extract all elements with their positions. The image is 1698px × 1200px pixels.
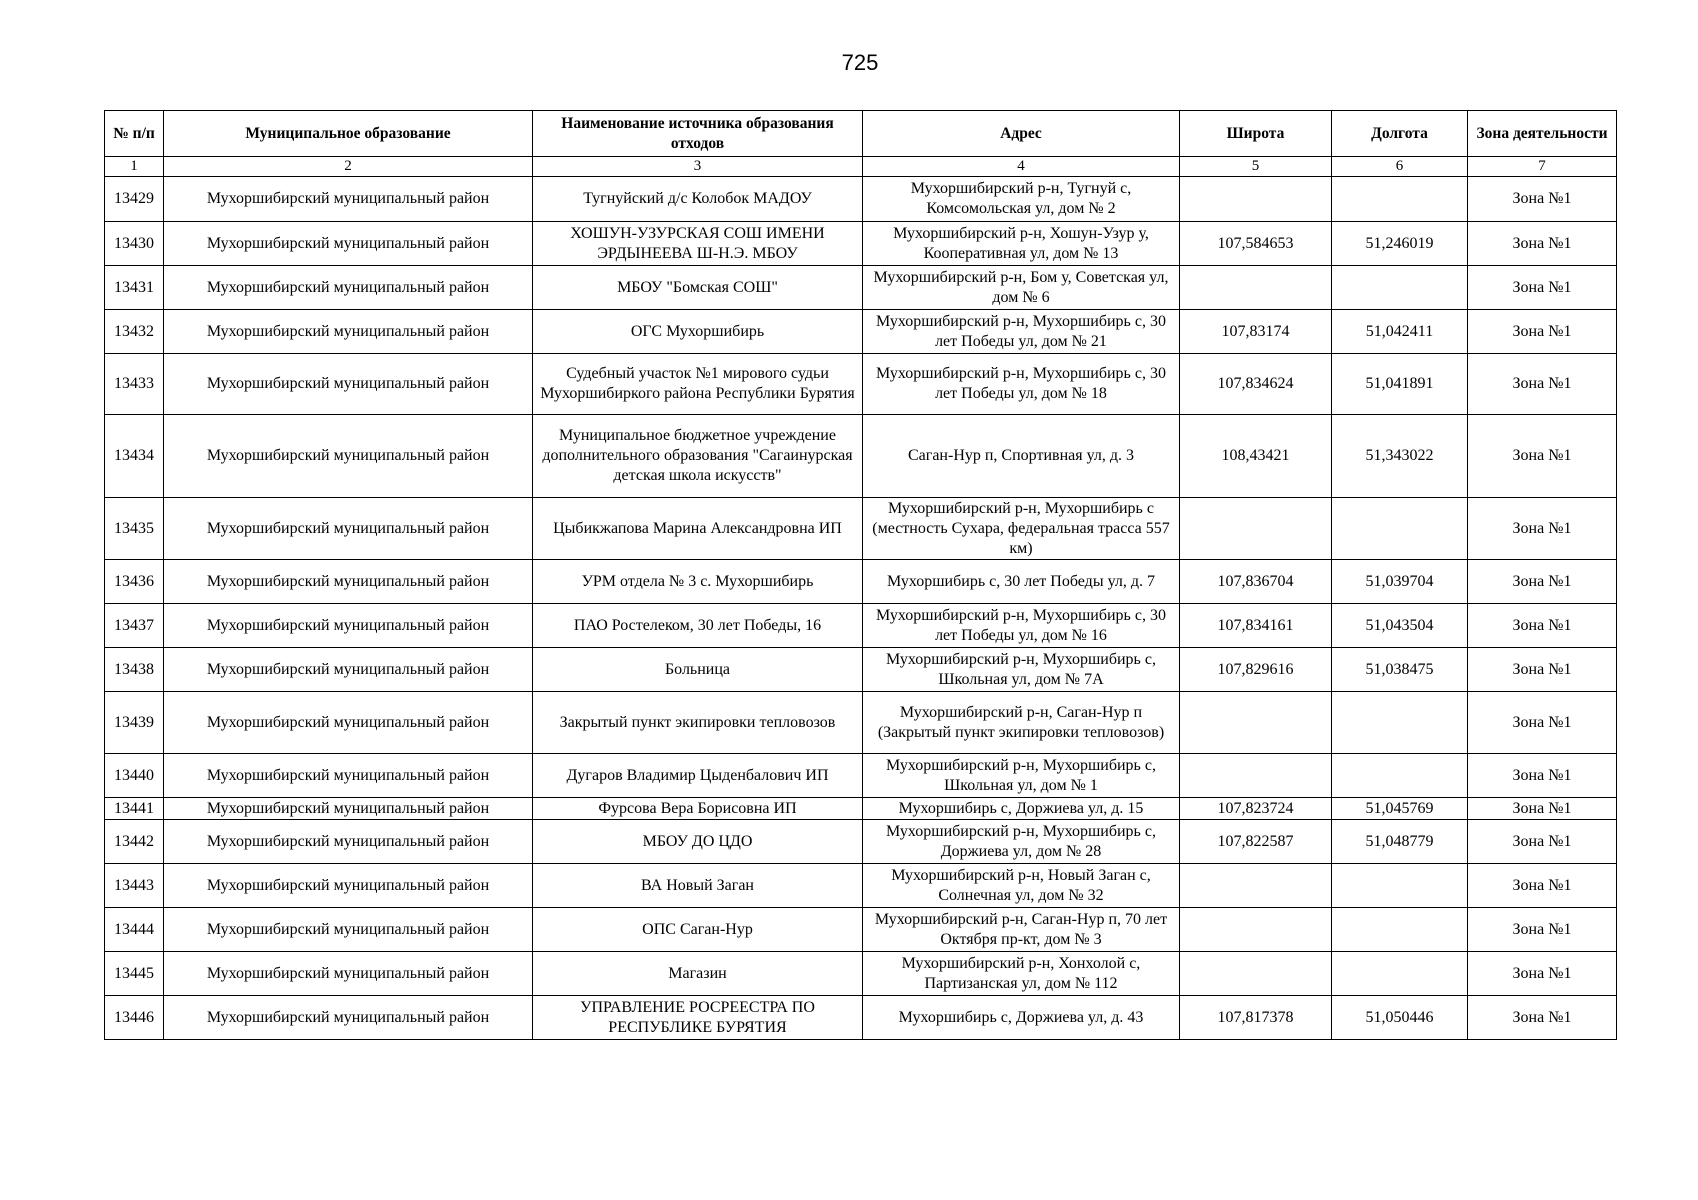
municipality-cell: Мухоршибирский муниципальный район xyxy=(164,908,533,952)
zone-cell: Зона №1 xyxy=(1468,222,1617,266)
municipality-cell: Мухоршибирский муниципальный район xyxy=(164,648,533,692)
latitude-cell: 107,823724 xyxy=(1180,798,1332,820)
latitude-cell xyxy=(1180,498,1332,560)
row-number-cell: 13434 xyxy=(105,415,164,498)
latitude-cell: 107,829616 xyxy=(1180,648,1332,692)
latitude-cell: 107,584653 xyxy=(1180,222,1332,266)
municipality-cell: Мухоршибирский муниципальный район xyxy=(164,996,533,1040)
row-number-cell: 13438 xyxy=(105,648,164,692)
municipality-cell: Мухоршибирский муниципальный район xyxy=(164,604,533,648)
zone-cell: Зона №1 xyxy=(1468,604,1617,648)
zone-cell: Зона №1 xyxy=(1468,754,1617,798)
source-name-cell: ПАО Ростелеком, 30 лет Победы, 16 xyxy=(533,604,863,648)
address-cell: Мухоршибирский р-н, Мухоршибирь с, Школьная ул, дом № 1 xyxy=(863,754,1180,798)
source-name-cell: УРМ отдела № 3 с. Мухоршибирь xyxy=(533,560,863,604)
address-cell: Мухоршибирский р-н, Мухоршибирь с, 30 лет Победы ул, дом № 16 xyxy=(863,604,1180,648)
address-cell: Мухоршибирский р-н, Мухоршибирь с, 30 лет Победы ул, дом № 21 xyxy=(863,310,1180,354)
latitude-cell: 107,83174 xyxy=(1180,310,1332,354)
table-row xyxy=(105,222,1617,266)
municipality-cell: Мухоршибирский муниципальный район xyxy=(164,754,533,798)
latitude-cell xyxy=(1180,754,1332,798)
address-cell: Мухоршибирский р-н, Бом у, Советская ул, дом № 6 xyxy=(863,266,1180,310)
address-cell: Мухоршибирский р-н, Новый Заган с, Солнечная ул, дом № 32 xyxy=(863,864,1180,908)
header-zone: Зона деятельности xyxy=(1468,111,1617,157)
latitude-cell xyxy=(1180,864,1332,908)
column-index: 4 xyxy=(863,157,1180,177)
source-name-cell: Судебный участок №1 мирового судьи Мухоршибиркого района Республики Бурятия xyxy=(533,354,863,415)
zone-cell: Зона №1 xyxy=(1468,996,1617,1040)
address-cell: Мухоршибирский р-н, Мухоршибирь с, 30 лет Победы ул, дом № 18 xyxy=(863,354,1180,415)
row-number-cell: 13432 xyxy=(105,310,164,354)
address-cell: Мухоршибирь с, Доржиева ул, д. 43 xyxy=(863,996,1180,1040)
row-number-cell: 13431 xyxy=(105,266,164,310)
address-cell: Мухоршибирский р-н, Мухоршибирь с (местность Сухара, федеральная трасса 557 км) xyxy=(863,498,1180,560)
latitude-cell xyxy=(1180,692,1332,754)
source-name-cell: МБОУ ДО ЦДО xyxy=(533,820,863,864)
table-row xyxy=(105,820,1617,864)
longitude-cell: 51,048779 xyxy=(1332,820,1468,864)
address-cell: Мухоршибирский р-н, Саган-Нур п (Закрытый пункт экипировки тепловозов) xyxy=(863,692,1180,754)
header-latitude: Широта xyxy=(1180,111,1332,157)
table-row xyxy=(105,310,1617,354)
row-number-cell: 13445 xyxy=(105,952,164,996)
municipality-cell: Мухоршибирский муниципальный район xyxy=(164,354,533,415)
row-number-cell: 13430 xyxy=(105,222,164,266)
municipality-cell: Мухоршибирский муниципальный район xyxy=(164,798,533,820)
header-longitude: Долгота xyxy=(1332,111,1468,157)
table-row xyxy=(105,754,1617,798)
address-cell: Мухоршибирь с, 30 лет Победы ул, д. 7 xyxy=(863,560,1180,604)
longitude-cell: 51,045769 xyxy=(1332,798,1468,820)
source-name-cell: ОГС Мухоршибирь xyxy=(533,310,863,354)
source-name-cell: Больница xyxy=(533,648,863,692)
address-cell: Мухоршибирский р-н, Мухоршибирь с, Доржиева ул, дом № 28 xyxy=(863,820,1180,864)
longitude-cell xyxy=(1332,498,1468,560)
table-row xyxy=(105,560,1617,604)
source-name-cell: Фурсова Вера Борисовна ИП xyxy=(533,798,863,820)
header-row xyxy=(105,111,1617,157)
zone-cell: Зона №1 xyxy=(1468,798,1617,820)
longitude-cell xyxy=(1332,266,1468,310)
municipality-cell: Мухоршибирский муниципальный район xyxy=(164,820,533,864)
longitude-cell xyxy=(1332,177,1468,222)
row-number-cell: 13435 xyxy=(105,498,164,560)
zone-cell: Зона №1 xyxy=(1468,820,1617,864)
zone-cell: Зона №1 xyxy=(1468,692,1617,754)
column-index: 3 xyxy=(533,157,863,177)
zone-cell: Зона №1 xyxy=(1468,310,1617,354)
longitude-cell: 51,043504 xyxy=(1332,604,1468,648)
latitude-cell: 107,834624 xyxy=(1180,354,1332,415)
municipality-cell: Мухоршибирский муниципальный район xyxy=(164,498,533,560)
latitude-cell: 107,822587 xyxy=(1180,820,1332,864)
municipality-cell: Мухоршибирский муниципальный район xyxy=(164,310,533,354)
source-name-cell: Дугаров Владимир Цыденбалович ИП xyxy=(533,754,863,798)
longitude-cell xyxy=(1332,864,1468,908)
address-cell: Мухоршибирский р-н, Мухоршибирь с, Школьная ул, дом № 7А xyxy=(863,648,1180,692)
row-number-cell: 13440 xyxy=(105,754,164,798)
table-body xyxy=(105,157,1617,1040)
row-number-cell: 13441 xyxy=(105,798,164,820)
latitude-cell xyxy=(1180,266,1332,310)
row-number-cell: 13439 xyxy=(105,692,164,754)
longitude-cell: 51,041891 xyxy=(1332,354,1468,415)
zone-cell: Зона №1 xyxy=(1468,908,1617,952)
municipality-cell: Мухоршибирский муниципальный район xyxy=(164,952,533,996)
source-name-cell: МБОУ "Бомская СОШ" xyxy=(533,266,863,310)
zone-cell: Зона №1 xyxy=(1468,266,1617,310)
address-cell: Мухоршибирский р-н, Хошун-Узур у, Кооперативная ул, дом № 13 xyxy=(863,222,1180,266)
municipality-cell: Мухоршибирский муниципальный район xyxy=(164,177,533,222)
source-name-cell: Цыбикжапова Марина Александровна ИП xyxy=(533,498,863,560)
latitude-cell xyxy=(1180,908,1332,952)
column-index: 1 xyxy=(105,157,164,177)
table-row xyxy=(105,996,1617,1040)
longitude-cell: 51,038475 xyxy=(1332,648,1468,692)
table-row xyxy=(105,415,1617,498)
page-number: 725 xyxy=(841,50,879,75)
table-row xyxy=(105,952,1617,996)
latitude-cell: 108,43421 xyxy=(1180,415,1332,498)
column-index: 5 xyxy=(1180,157,1332,177)
column-index: 6 xyxy=(1332,157,1468,177)
table-row xyxy=(105,908,1617,952)
row-number-cell: 13437 xyxy=(105,604,164,648)
row-number-cell: 13442 xyxy=(105,820,164,864)
source-name-cell: ВА Новый Заган xyxy=(533,864,863,908)
municipality-cell: Мухоршибирский муниципальный район xyxy=(164,222,533,266)
column-index: 7 xyxy=(1468,157,1617,177)
row-number-cell: 13433 xyxy=(105,354,164,415)
zone-cell: Зона №1 xyxy=(1468,648,1617,692)
longitude-cell: 51,039704 xyxy=(1332,560,1468,604)
source-name-cell: Магазин xyxy=(533,952,863,996)
municipality-cell: Мухоршибирский муниципальный район xyxy=(164,864,533,908)
municipality-cell: Мухоршибирский муниципальный район xyxy=(164,266,533,310)
zone-cell: Зона №1 xyxy=(1468,498,1617,560)
table-row xyxy=(105,648,1617,692)
municipality-cell: Мухоршибирский муниципальный район xyxy=(164,415,533,498)
municipality-cell: Мухоршибирский муниципальный район xyxy=(164,560,533,604)
source-name-cell: УПРАВЛЕНИЕ РОСРЕЕСТРА ПО РЕСПУБЛИКЕ БУРЯТИЯ xyxy=(533,996,863,1040)
column-index-row xyxy=(105,157,1617,177)
table-row xyxy=(105,177,1617,222)
longitude-cell xyxy=(1332,754,1468,798)
source-name-cell: ХОШУН-УЗУРСКАЯ СОШ ИМЕНИ ЭРДЫНЕЕВА Ш-Н.Э. МБОУ xyxy=(533,222,863,266)
table-row xyxy=(105,498,1617,560)
municipality-cell: Мухоршибирский муниципальный район xyxy=(164,692,533,754)
latitude-cell xyxy=(1180,177,1332,222)
address-cell: Саган-Нур п, Спортивная ул, д. 3 xyxy=(863,415,1180,498)
table-row xyxy=(105,864,1617,908)
header-address: Адрес xyxy=(863,111,1180,157)
source-name-cell: Тугнуйский д/с Колобок МАДОУ xyxy=(533,177,863,222)
latitude-cell: 107,817378 xyxy=(1180,996,1332,1040)
longitude-cell: 51,343022 xyxy=(1332,415,1468,498)
source-name-cell: Закрытый пункт экипировки тепловозов xyxy=(533,692,863,754)
row-number-cell: 13443 xyxy=(105,864,164,908)
longitude-cell: 51,042411 xyxy=(1332,310,1468,354)
table-row xyxy=(105,692,1617,754)
waste-source-table xyxy=(104,110,1617,1040)
latitude-cell xyxy=(1180,952,1332,996)
zone-cell: Зона №1 xyxy=(1468,952,1617,996)
table-row xyxy=(105,266,1617,310)
zone-cell: Зона №1 xyxy=(1468,864,1617,908)
zone-cell: Зона №1 xyxy=(1468,354,1617,415)
address-cell: Мухоршибирский р-н, Тугнуй с, Комсомольская ул, дом № 2 xyxy=(863,177,1180,222)
row-number-cell: 13436 xyxy=(105,560,164,604)
table-row xyxy=(105,354,1617,415)
longitude-cell xyxy=(1332,908,1468,952)
address-cell: Мухоршибирский р-н, Саган-Нур п, 70 лет Октября пр-кт, дом № 3 xyxy=(863,908,1180,952)
address-cell: Мухоршибирский р-н, Хонхолой с, Партизанская ул, дом № 112 xyxy=(863,952,1180,996)
longitude-cell: 51,050446 xyxy=(1332,996,1468,1040)
row-number-cell: 13429 xyxy=(105,177,164,222)
table-row xyxy=(105,604,1617,648)
header-number: № п/п xyxy=(105,111,164,157)
longitude-cell: 51,246019 xyxy=(1332,222,1468,266)
row-number-cell: 13446 xyxy=(105,996,164,1040)
longitude-cell xyxy=(1332,952,1468,996)
zone-cell: Зона №1 xyxy=(1468,177,1617,222)
column-index: 2 xyxy=(164,157,533,177)
source-name-cell: Муниципальное бюджетное учреждение дополнительного образования "Сагаинурская детская школа искусств" xyxy=(533,415,863,498)
latitude-cell: 107,836704 xyxy=(1180,560,1332,604)
row-number-cell: 13444 xyxy=(105,908,164,952)
table-row xyxy=(105,798,1617,820)
header-source-name: Наименование источника образования отходов xyxy=(533,111,863,157)
source-name-cell: ОПС Саган-Нур xyxy=(533,908,863,952)
zone-cell: Зона №1 xyxy=(1468,560,1617,604)
zone-cell: Зона №1 xyxy=(1468,415,1617,498)
longitude-cell xyxy=(1332,692,1468,754)
header-municipality: Муниципальное образование xyxy=(164,111,533,157)
address-cell: Мухоршибирь с, Доржиева ул, д. 15 xyxy=(863,798,1180,820)
latitude-cell: 107,834161 xyxy=(1180,604,1332,648)
